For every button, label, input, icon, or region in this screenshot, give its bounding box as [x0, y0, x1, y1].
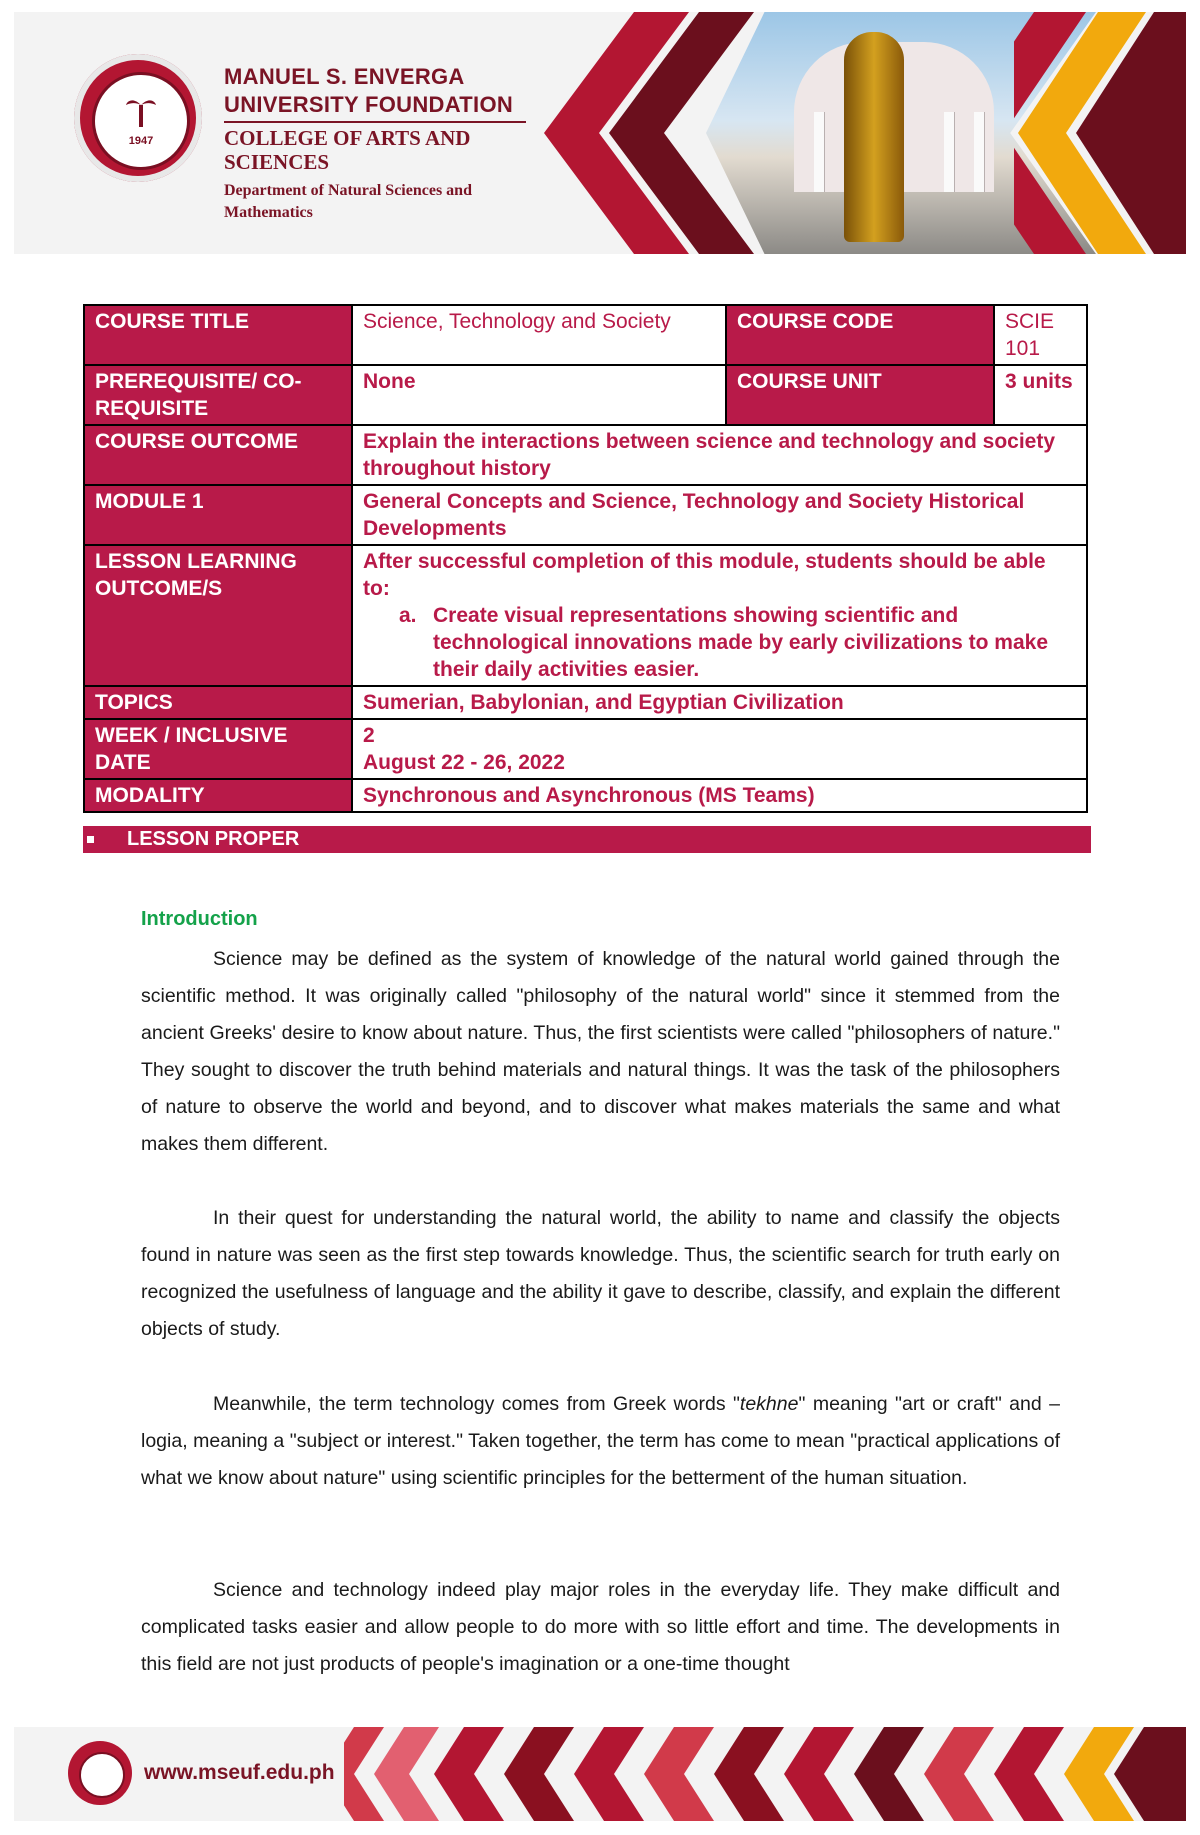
paragraph-3-emphasis: tekhne — [739, 1393, 799, 1415]
course-unit-label: COURSE UNIT — [726, 365, 994, 425]
paragraph-3 — [141, 1386, 1060, 1497]
paragraph-3-part-b: " meaning "art or craft" and – logia, meaning a "subject or interest." Taken together, the term has come to mean "practical applications of what we know about nature" using scientific principles for the betterment of the human situation. — [141, 1393, 1060, 1489]
website-link[interactable]: www.mseuf.edu.ph — [144, 1761, 335, 1784]
modality-value: Synchronous and Asynchronous (MS Teams) — [352, 779, 1087, 812]
table-row — [84, 305, 1087, 365]
footer-banner — [14, 1727, 1186, 1821]
table-row — [84, 425, 1087, 485]
module-value: General Concepts and Science, Technology and Society Historical Developments — [352, 485, 1087, 545]
paragraph-1: Science may be defined as the system of knowledge of the natural world gained through the scientific method. It was originally called "philosophy of the natural world" since it stemmed from the ancient Greeks' desire to know about nature. Thus, the first scientists were called "philosophers of nature." They sought to discover the truth behind materials and natural things. It was the task of the philosophers of nature to observe the world and beyond, and to discover what makes materials the same and what makes them different. — [141, 948, 1060, 1155]
module-label: MODULE 1 — [84, 485, 352, 545]
modality-label: MODALITY — [84, 779, 352, 812]
square-bullet-icon — [87, 836, 94, 843]
footer-chevrons — [344, 1727, 1186, 1821]
lesson-proper-bar — [83, 826, 1091, 853]
week-value: 2 — [363, 724, 375, 747]
table-row — [84, 779, 1087, 812]
course-unit-value: 3 units — [994, 365, 1087, 425]
lesson-outcome-label: LESSON LEARNING OUTCOME/S — [84, 545, 352, 686]
footer-seal-center — [79, 1752, 125, 1798]
table-row — [84, 485, 1087, 545]
chevron-decoration-right — [1014, 12, 1186, 254]
paragraph-3-part-a: Meanwhile, the term technology comes from Greek words " — [213, 1393, 740, 1415]
footer-seal — [68, 1741, 132, 1805]
intro-heading: Introduction — [141, 908, 258, 930]
column — [974, 112, 984, 192]
table-row — [84, 365, 1087, 425]
course-title-label: COURSE TITLE — [84, 305, 352, 365]
list-item — [363, 602, 1076, 683]
column — [814, 112, 824, 192]
week-cell — [352, 719, 1087, 779]
course-title-value: Science, Technology and Society — [352, 305, 726, 365]
prerequisite-label: PREREQUISITE/ CO-REQUISITE — [84, 365, 352, 425]
topics-label: TOPICS — [84, 686, 352, 719]
header-rule — [224, 121, 526, 123]
section-title: LESSON PROPER — [127, 828, 300, 850]
seal-center — [92, 72, 190, 170]
lesson-outcome-list — [363, 602, 1076, 683]
course-code-label: COURSE CODE — [726, 305, 994, 365]
column — [944, 112, 954, 192]
prerequisite-value: None — [352, 365, 726, 425]
course-code-value: SCIE 101 — [994, 305, 1087, 365]
course-outcome-label: COURSE OUTCOME — [84, 425, 352, 485]
palm-tree-icon — [125, 93, 157, 129]
lesson-outcome-cell — [352, 545, 1087, 686]
paragraph-2: In their quest for understanding the natural world, the ability to name and classify the objects found in nature was seen as the first step towards knowledge. Thus, the scientific search for truth early on recognized the usefulness of language and the ability it gave to describe, classify, and explain the different objects of study. — [141, 1207, 1060, 1340]
lesson-outcome-intro: After successful completion of this module, students should be able to: — [363, 550, 1046, 600]
week-label: WEEK / INCLUSIVE DATE — [84, 719, 352, 779]
table-row — [84, 686, 1087, 719]
university-seal — [74, 54, 202, 182]
paragraph-4: Science and technology indeed play major roles in the everyday life. They make difficult and complicated tasks easier and allow people to do more with so little effort and time. The developments in this field are not just products of people's imagination or a one-time thought — [141, 1579, 1060, 1675]
header-banner — [14, 12, 1186, 254]
date-value: August 22 - 26, 2022 — [363, 751, 565, 774]
department-name: Department of Natural Sciences and Mathematics — [224, 182, 472, 221]
table-row — [84, 545, 1087, 686]
statue-image — [844, 32, 904, 242]
university-name-line2: UNIVERSITY FOUNDATION — [224, 92, 514, 117]
topics-value: Sumerian, Babylonian, and Egyptian Civilization — [352, 686, 1087, 719]
course-info-table — [83, 304, 1088, 813]
list-item-text: Create visual representations showing scientific and technological innovations made by early civilizations to make their daily activities easier. — [433, 604, 1049, 681]
seal-year: 1947 — [128, 135, 154, 147]
list-item-label: a. — [399, 604, 417, 627]
course-outcome-value: Explain the interactions between science and technology and society throughout history — [352, 425, 1087, 485]
university-name-line1: MANUEL S. ENVERGA — [224, 64, 465, 89]
college-name: COLLEGE OF ARTS AND SCIENCES — [224, 126, 471, 174]
table-row — [84, 719, 1087, 779]
